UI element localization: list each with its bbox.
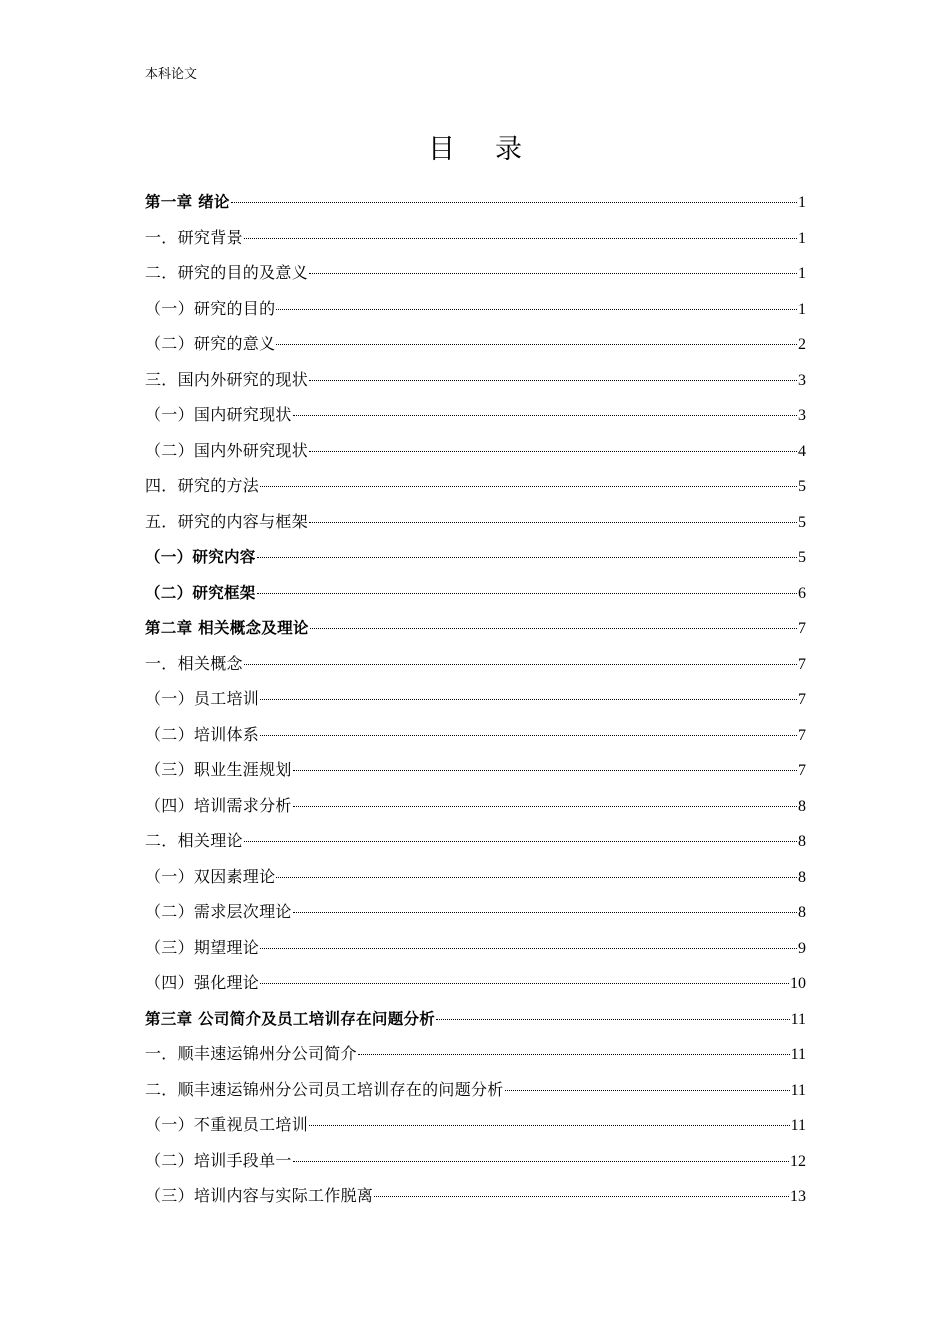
toc-entry-page-number: 7 xyxy=(798,691,806,708)
toc-entry-label: （四）培训需求分析 xyxy=(145,795,292,815)
toc-entry-label: 二．研究的目的及意义 xyxy=(145,263,309,282)
toc-entry[interactable] xyxy=(145,862,806,898)
dot-leader xyxy=(293,912,797,913)
toc-entry-page-number: 12 xyxy=(790,1152,806,1170)
toc-entry-label: （二）培训体系 xyxy=(145,724,260,744)
dot-leader xyxy=(260,486,797,487)
toc-entry-page-number: 1 xyxy=(798,300,806,318)
toc-entry[interactable] xyxy=(145,720,806,756)
dot-leader xyxy=(244,664,797,665)
dot-leader xyxy=(310,628,797,629)
dot-leader xyxy=(260,948,797,949)
toc-entry-label: （一）研究的目的 xyxy=(145,298,276,318)
toc-entry-label: （一）不重视员工培训 xyxy=(145,1115,309,1134)
toc-entry-label: 一．顺丰速运锦州分公司简介 xyxy=(145,1044,357,1063)
toc-entry[interactable] xyxy=(145,329,806,365)
toc-entry-label: 二．相关理论 xyxy=(145,831,243,850)
toc-entry[interactable] xyxy=(145,791,806,827)
dot-leader xyxy=(276,309,797,310)
toc-entry-chapter[interactable] xyxy=(145,1004,806,1040)
page-title xyxy=(0,130,950,170)
running-header: 本科论文 xyxy=(145,67,198,82)
dot-leader xyxy=(276,344,797,345)
toc-entry-label: （一）研究内容 xyxy=(145,548,256,566)
toc-entry[interactable] xyxy=(145,294,806,330)
toc-entry[interactable] xyxy=(145,684,806,720)
dot-leader xyxy=(309,380,797,381)
toc-entry-page-number: 11 xyxy=(790,1081,806,1099)
toc-entry[interactable] xyxy=(145,1181,806,1217)
toc-entry-label: 一．研究背景 xyxy=(145,227,243,247)
dot-leader xyxy=(358,1054,790,1055)
toc-entry-page-number: 11 xyxy=(790,1046,806,1063)
toc-entry[interactable] xyxy=(145,968,806,1004)
toc-entry-page-number: 5 xyxy=(798,513,806,531)
toc-entry[interactable] xyxy=(145,223,806,259)
dot-leader xyxy=(260,983,789,984)
title-char: 录 xyxy=(495,134,522,165)
dot-leader xyxy=(257,593,797,594)
toc-entry-label: 第二章 相关概念及理论 xyxy=(145,619,309,637)
toc-entry-page-number: 7 xyxy=(798,620,806,637)
toc-entry-label: （二）研究的意义 xyxy=(145,334,276,353)
toc-entry[interactable] xyxy=(145,471,806,507)
toc-entry-label: （二）国内外研究现状 xyxy=(145,440,309,460)
toc-entry-page-number: 7 xyxy=(798,655,806,673)
toc-entry-label: （二）培训手段单一 xyxy=(145,1150,292,1170)
dot-leader xyxy=(436,1019,789,1020)
toc-entry-label: 五．研究的内容与框架 xyxy=(145,511,309,531)
toc-entry-page-number: 5 xyxy=(798,549,806,566)
table-of-contents xyxy=(145,187,806,1217)
toc-entry-label: （三）期望理论 xyxy=(145,937,260,957)
toc-entry-page-number: 11 xyxy=(790,1117,806,1134)
toc-entry-label: （三）职业生涯规划 xyxy=(145,760,292,779)
toc-entry[interactable] xyxy=(145,400,806,436)
dot-leader xyxy=(244,841,797,842)
toc-entry-chapter[interactable] xyxy=(145,613,806,649)
dot-leader xyxy=(276,877,797,878)
toc-entry[interactable] xyxy=(145,1039,806,1075)
toc-entry[interactable] xyxy=(145,507,806,543)
toc-entry-page-number: 5 xyxy=(798,478,806,495)
toc-entry-label: 第一章 绪论 xyxy=(145,193,230,211)
toc-entry-label: （三）培训内容与实际工作脱离 xyxy=(145,1186,374,1205)
dot-leader xyxy=(260,735,797,736)
toc-entry[interactable] xyxy=(145,436,806,472)
toc-entry[interactable] xyxy=(145,649,806,685)
toc-entry-page-number: 1 xyxy=(798,229,806,247)
toc-entry-page-number: 8 xyxy=(798,833,806,850)
toc-entry-page-number: 3 xyxy=(798,407,806,424)
toc-entry-label: （一）国内研究现状 xyxy=(145,405,292,424)
toc-entry-chapter[interactable] xyxy=(145,187,806,223)
toc-entry[interactable] xyxy=(145,1075,806,1111)
toc-entry-label: （一）员工培训 xyxy=(145,689,260,708)
toc-entry-label: （二）研究框架 xyxy=(145,583,256,602)
toc-entry-page-number: 7 xyxy=(798,726,806,744)
toc-entry-page-number: 2 xyxy=(798,336,806,353)
toc-entry-label: 三．国内外研究的现状 xyxy=(145,369,309,389)
toc-entry-label: （四）强化理论 xyxy=(145,973,260,992)
dot-leader xyxy=(309,273,797,274)
toc-entry-label: 一．相关概念 xyxy=(145,653,243,673)
toc-entry-page-number: 13 xyxy=(790,1188,806,1205)
toc-entry[interactable] xyxy=(145,365,806,401)
toc-entry-page-number: 8 xyxy=(798,868,806,886)
toc-entry[interactable] xyxy=(145,258,806,294)
dot-leader xyxy=(244,238,797,239)
toc-entry[interactable] xyxy=(145,542,806,578)
toc-entry[interactable] xyxy=(145,933,806,969)
toc-entry-page-number: 3 xyxy=(798,371,806,389)
dot-leader xyxy=(260,699,797,700)
toc-entry-label: 第三章 公司简介及员工培训存在问题分析 xyxy=(145,1009,436,1028)
toc-entry-page-number: 8 xyxy=(798,797,806,815)
dot-leader xyxy=(309,451,797,452)
toc-entry-label: 二．顺丰速运锦州分公司员工培训存在的问题分析 xyxy=(145,1079,504,1099)
dot-leader xyxy=(309,522,797,523)
toc-entry-page-number: 9 xyxy=(798,939,806,957)
toc-entry-label: （二）需求层次理论 xyxy=(145,902,292,921)
toc-entry-label: （一）双因素理论 xyxy=(145,866,276,886)
toc-entry-page-number: 11 xyxy=(790,1010,806,1028)
toc-entry[interactable] xyxy=(145,1110,806,1146)
toc-entry-page-number: 8 xyxy=(798,904,806,921)
dot-leader xyxy=(293,415,797,416)
toc-entry-page-number: 10 xyxy=(790,975,806,992)
toc-entry-page-number: 6 xyxy=(798,584,806,602)
toc-entry[interactable] xyxy=(145,578,806,614)
dot-leader xyxy=(257,557,797,558)
toc-entry-page-number: 1 xyxy=(798,265,806,282)
toc-entry[interactable] xyxy=(145,826,806,862)
dot-leader xyxy=(293,770,797,771)
toc-entry[interactable] xyxy=(145,897,806,933)
dot-leader xyxy=(309,1125,790,1126)
title-char: 目 xyxy=(428,134,455,165)
toc-entry-page-number: 1 xyxy=(798,194,806,211)
dot-leader xyxy=(293,1161,789,1162)
toc-entry[interactable] xyxy=(145,1146,806,1182)
dot-leader xyxy=(231,202,797,203)
toc-entry-label: 四．研究的方法 xyxy=(145,476,260,495)
dot-leader xyxy=(293,806,797,807)
dot-leader xyxy=(374,1196,789,1197)
toc-entry-page-number: 4 xyxy=(798,442,806,460)
dot-leader xyxy=(505,1090,790,1091)
toc-entry-page-number: 7 xyxy=(798,762,806,779)
toc-entry[interactable] xyxy=(145,755,806,791)
